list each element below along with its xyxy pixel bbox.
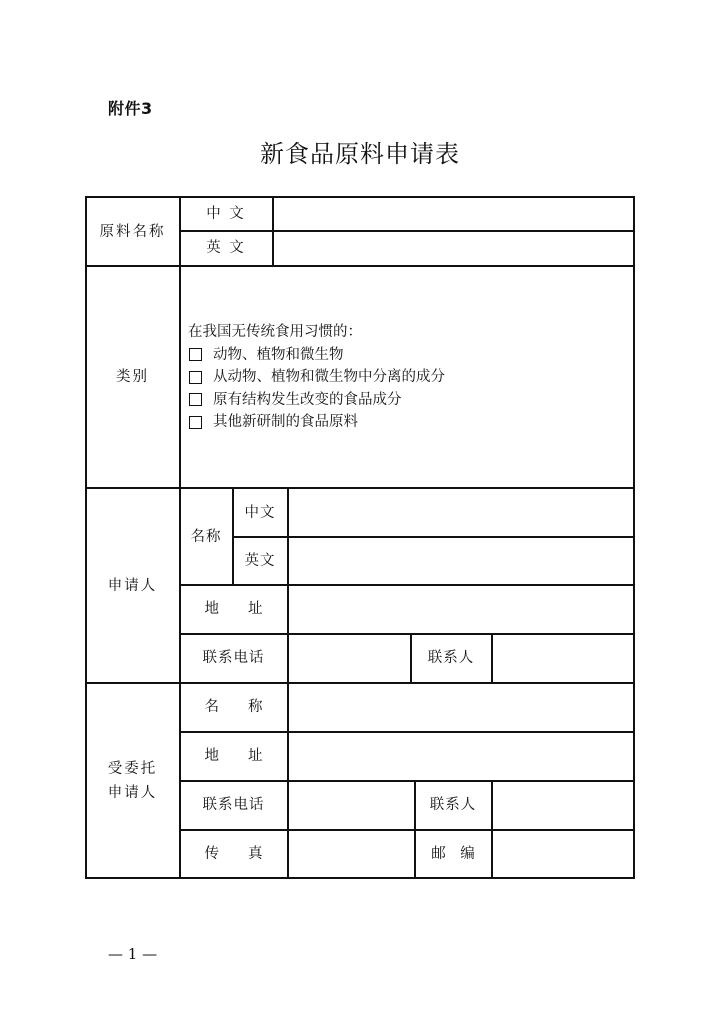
entrusted-fax-label: 传 真 <box>204 845 263 862</box>
checkbox-icon[interactable] <box>189 416 202 429</box>
entrusted-applicant-label <box>86 684 179 877</box>
entrusted-phone-label: 联系电话 <box>202 797 265 813</box>
applicant-name-label: 名称 <box>190 529 222 545</box>
checkbox-icon[interactable] <box>189 393 202 406</box>
entrusted-postcode-label: 邮 编 <box>431 845 475 862</box>
entrusted-contact-input[interactable] <box>493 782 632 828</box>
category-option-label: 其他新研制的食品原料 <box>213 414 358 430</box>
entrusted-postcode-input[interactable] <box>493 831 632 876</box>
applicant-contact-input[interactable] <box>493 635 632 681</box>
page-title: 新食品原料申请表 <box>260 140 460 168</box>
entrusted-name-label: 名 称 <box>204 699 263 715</box>
material-english-input[interactable] <box>274 232 632 264</box>
category-option-label: 动物、植物和微生物 <box>213 346 344 363</box>
category-option[interactable] <box>188 411 628 434</box>
category-option[interactable] <box>188 366 628 389</box>
applicant-label: 申请人 <box>107 577 158 594</box>
applicant-chinese-label: 中文 <box>244 504 276 521</box>
checkbox-icon[interactable] <box>189 348 202 361</box>
category-options <box>188 321 628 434</box>
entrusted-contact-label: 联系人 <box>429 797 477 813</box>
category-option[interactable] <box>188 344 628 367</box>
attachment-label: 附件3 <box>108 99 153 118</box>
applicant-phone-input[interactable] <box>289 635 409 681</box>
category-option[interactable] <box>188 389 628 412</box>
category-label: 类别 <box>116 369 149 385</box>
applicant-contact-label: 联系人 <box>427 650 475 666</box>
applicant-english-name-input[interactable] <box>289 538 632 583</box>
material-chinese-label: 中 文 <box>206 205 246 222</box>
applicant-phone-label: 联系电话 <box>202 650 265 666</box>
material-chinese-input[interactable] <box>274 198 632 229</box>
applicant-address-input[interactable] <box>289 586 632 632</box>
entrusted-phone-input[interactable] <box>289 782 413 828</box>
entrusted-fax-input[interactable] <box>289 831 413 876</box>
applicant-address-label: 地 址 <box>204 601 263 617</box>
entrusted-name-input[interactable] <box>289 684 632 730</box>
category-option-label: 原有结构发生改变的食品成分 <box>213 391 402 408</box>
entrusted-address-input[interactable] <box>289 733 632 779</box>
entrusted-address-label: 地 址 <box>204 748 263 764</box>
entrusted-applicant-label-line2: 申请人 <box>107 784 158 801</box>
page-number: — 1 — <box>108 945 158 963</box>
category-intro: 在我国无传统食用习惯的： <box>188 324 362 340</box>
checkbox-icon[interactable] <box>189 371 202 384</box>
material-english-label: 英 文 <box>206 240 246 256</box>
table-border-bottom <box>85 877 635 879</box>
applicant-chinese-name-input[interactable] <box>289 489 632 535</box>
material-name-label: 原料名称 <box>99 223 166 240</box>
entrusted-applicant-label-line1: 受委托 <box>107 760 158 777</box>
applicant-english-label: 英文 <box>244 552 276 569</box>
category-option-label: 从动物、植物和微生物中分离的成分 <box>213 369 445 385</box>
